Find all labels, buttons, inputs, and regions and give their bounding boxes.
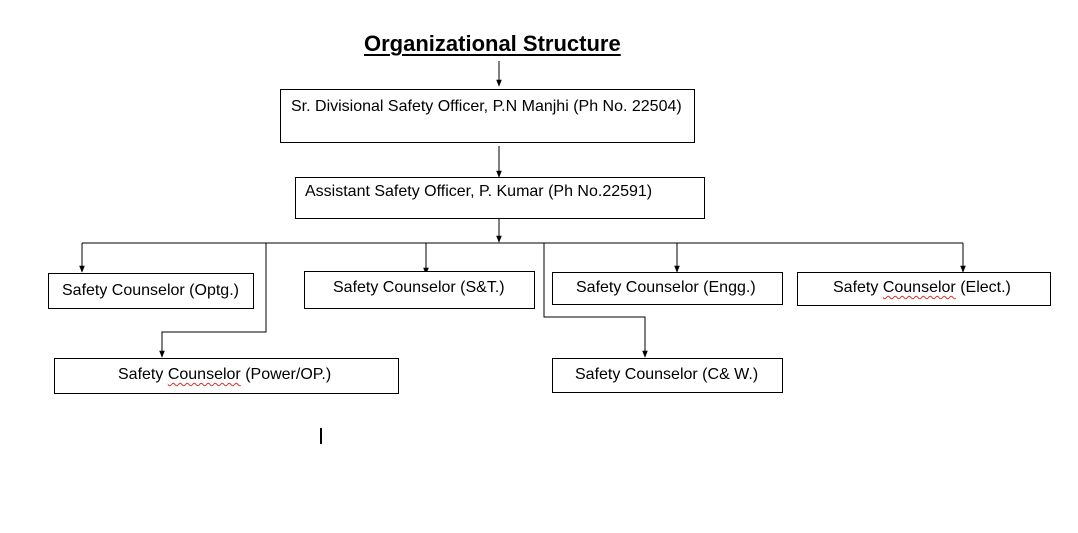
label-suffix: (Elect.)	[955, 279, 1011, 296]
node-label: Assistant Safety Officer, P. Kumar (Ph No.22591)	[305, 183, 653, 200]
node-safety-counselor-snt	[304, 271, 535, 309]
node-label: Safety Counselor (C& W.)	[575, 366, 759, 383]
node-safety-counselor-elect	[797, 272, 1051, 306]
node-safety-counselor-cw	[552, 358, 783, 393]
node-assistant-safety-officer	[295, 177, 705, 219]
node-label	[118, 366, 331, 384]
node-label: Sr. Divisional Safety Officer, P.N Manjhi (Ph No. 22504)	[291, 98, 682, 115]
node-label	[833, 279, 1011, 297]
label-prefix: Safety	[118, 366, 168, 383]
spellcheck-word: Counselor	[167, 366, 241, 383]
label-suffix: (Power/OP.)	[240, 366, 332, 383]
spellcheck-word: Counselor	[882, 279, 956, 296]
node-label: Safety Counselor (Engg.)	[576, 279, 756, 296]
node-sr-divisional-safety-officer	[280, 89, 695, 143]
node-safety-counselor-optg	[48, 273, 254, 309]
node-label: Safety Counselor (Optg.)	[62, 282, 239, 299]
label-prefix: Safety	[833, 279, 883, 296]
node-safety-counselor-power-op	[54, 358, 399, 394]
node-label: Safety Counselor (S&T.)	[333, 279, 505, 296]
chart-title: Organizational Structure	[364, 31, 621, 56]
text-cursor	[320, 428, 322, 444]
node-safety-counselor-engg	[552, 272, 783, 305]
